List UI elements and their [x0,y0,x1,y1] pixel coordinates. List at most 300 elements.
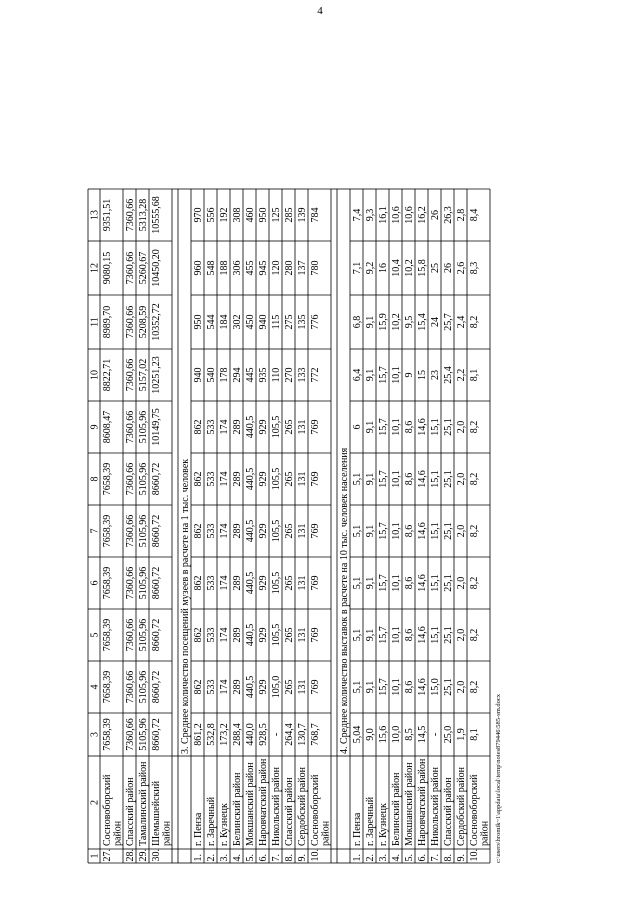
table-cell: 139 [297,207,308,223]
table-cell: 265 [284,679,295,695]
table-cell: 16,1 [378,206,389,224]
footer-file-path: c:\users\hromik~1\appdata\local\temp\notes879446\585-sm.docx [495,693,502,863]
table-cell: 131 [297,679,308,695]
table-cell: 8989,70 [102,305,113,339]
table-cell: 5,1 [352,576,363,590]
table-cell: 289 [232,679,243,695]
table-cell: 105,5 [271,415,282,439]
table-cell: 131 [297,523,308,539]
table-cell: 929 [258,419,269,435]
table-cell: 8,4 [469,208,480,222]
row-name: Сердобский район [456,767,467,846]
column-header: 9 [89,424,101,430]
table-cell: 7658,39 [102,514,113,548]
table-cell: 556 [206,207,217,223]
table-cell: 8,1 [469,368,480,382]
table-cell: 862 [193,471,204,487]
column-header: 12 [89,263,101,273]
table-cell: 950 [258,207,269,223]
table-cell: 769 [310,679,321,695]
table-cell: 275 [284,314,295,330]
table-cell: 533 [206,679,217,695]
table-cell: 15,6 [378,725,389,744]
column-header: 6 [89,580,101,586]
table-cell: 9,0 [365,728,376,741]
row-name: Мокшанский район [245,762,256,846]
table-cell: 455 [245,260,256,276]
column-header: 4 [89,684,101,690]
row-name: Сосновоборский [102,774,113,846]
column-header: 13 [89,210,101,220]
table-cell: 768,7 [310,723,321,746]
table-cell: 16,2 [417,206,428,224]
table-cell: 8,2 [469,628,480,642]
table-cell: 5260,67 [138,251,149,285]
row-name: Никольский район [271,767,282,846]
table-cell: 131 [297,471,308,487]
row-name: Белинский район [391,772,402,846]
table-cell: 9,2 [365,261,376,275]
table-cell: 15,7 [378,366,389,384]
table-cell: 9,5 [404,315,415,329]
table-cell: 289 [232,419,243,435]
table-cell: 5105,96 [138,718,149,751]
table-cell: 9,1 [365,368,376,382]
table-cell: 15,7 [378,678,389,696]
row-number: 8. [284,854,295,862]
table-cell: 7360,66 [125,462,136,496]
table-cell: 265 [284,523,295,539]
row-name: г. Пенза [193,812,204,846]
row-name: г. Кузнецк [378,803,389,846]
table-cell: 2,0 [456,472,467,486]
section-title: 4. Среднее количество выставок в расчете на 10 тыс. человек населения [339,447,350,754]
table-cell: 25 [430,263,441,273]
table-cell: 25,0 [443,725,454,744]
row-number: 6. [258,854,269,862]
table-cell: 7360,66 [125,251,136,285]
table-cell: 289 [232,575,243,591]
table-cell: 15,7 [378,470,389,488]
row-number: 6. [417,854,428,862]
table-cell: 173,2 [219,723,230,746]
table-cell: 862 [193,575,204,591]
table-cell: 110 [271,367,282,383]
table-cell: 769 [310,523,321,539]
row-name: г. Заречный [206,796,217,846]
table-cell: 1,9 [456,728,467,741]
row-number: 1. [352,854,363,862]
table-cell: 445 [245,367,256,383]
table-cell: 8660,72 [151,718,162,751]
table-cell: 15,1 [430,470,441,488]
row-name: г. Кузнецк [219,803,230,846]
row-number: 2. [206,854,217,862]
table-cell: 131 [297,627,308,643]
row-number: 4. [391,854,402,862]
row-name: Сосновоборский [310,774,321,846]
table-cell: 15,8 [417,259,428,277]
table-cell: 137 [297,260,308,276]
table-cell: 115 [271,314,282,330]
table-cell: 24 [430,317,441,327]
table-cell: 10,6 [391,206,402,224]
table-cell: 131 [297,419,308,435]
table-cell: 7658,39 [102,618,113,652]
row-number: 1. [193,854,204,862]
table-cell: 15,9 [378,313,389,331]
table-cell: 440,5 [245,467,256,491]
table-cell: 7360,66 [125,566,136,600]
table-cell: 862 [193,627,204,643]
table-cell: 8660,72 [151,618,162,652]
table-cell: 862 [193,523,204,539]
table-cell: 178 [219,367,230,383]
row-number: 3. [219,854,230,862]
table-cell: 10251,23 [151,356,162,394]
row-number: 28. [125,849,136,862]
table-cell: 14,6 [417,574,428,592]
column-header: 2 [89,800,101,805]
table-cell: 10,0 [391,725,402,744]
table-cell: 440,5 [245,675,256,699]
table-cell: 14,6 [417,470,428,488]
row-name: г. Пенза [352,812,363,846]
column-header: 8 [89,476,101,482]
table-cell: 14,6 [417,626,428,644]
row-name: Мокшанский район [404,762,415,846]
row-number: 3. [378,854,389,862]
table-cell: 548 [206,260,217,276]
row-number: 9. [456,854,467,862]
table-cell: 940 [258,314,269,330]
table-cell: 9,1 [365,472,376,486]
table-cell: 7360,66 [125,514,136,548]
table-cell: 440,5 [245,519,256,543]
table-cell: 8660,72 [151,514,162,548]
column-header: 1 [89,853,101,859]
table-cell: 5,1 [352,472,363,486]
table-cell: 8,6 [404,420,415,434]
table-cell: 10,1 [391,574,402,592]
table-cell: 7658,39 [102,566,113,600]
table-cell: 7360,66 [125,198,136,232]
table-cell: 285 [284,207,295,223]
row-number: 7. [271,854,282,862]
row-name: г. Заречный [365,796,376,846]
table-cell: 772 [310,367,321,383]
table-cell: 105,5 [271,623,282,647]
table-cell: 2,0 [456,524,467,538]
table-cell: 780 [310,260,321,276]
table-cell: 23 [430,370,441,380]
row-name: Наровчатский район [417,758,428,846]
table-cell: 8,2 [469,680,480,694]
table-cell: 133 [297,367,308,383]
row-number: 5. [404,854,415,862]
table-cell: 25,1 [443,678,454,696]
row-name: Спасский район [284,777,295,846]
table-cell: 776 [310,314,321,330]
table-cell: 265 [284,419,295,435]
table-cell: 9351,51 [102,198,113,232]
table-cell: 7360,66 [125,305,136,339]
table-cell: 10,1 [391,366,402,384]
table-cell: 10,1 [391,678,402,696]
table-cell: 7360,66 [125,718,136,751]
table-cell: 2,8 [456,208,467,222]
table-cell: 8,6 [404,680,415,694]
table-cell: 5208,59 [138,305,149,339]
table-cell: 188 [219,260,230,276]
table-cell: 544 [206,314,217,330]
table-cell: 533 [206,575,217,591]
row-number: 7. [430,854,441,862]
table-cell: 7,4 [352,208,363,222]
table-cell: 174 [219,419,230,435]
table-cell: 270 [284,367,295,383]
table-cell: 25,1 [443,522,454,540]
row-name: Шемышейский [151,780,162,846]
table-cell: 533 [206,419,217,435]
table-cell: 10,2 [404,259,415,277]
table-cell: 2,4 [456,315,467,329]
table-cell: 5105,96 [138,618,149,652]
table-cell: 9,1 [365,628,376,642]
table-cell: 8,2 [469,420,480,434]
table-cell: 10555,68 [151,196,162,234]
table-cell: - [271,732,282,737]
table-cell: 125 [271,207,282,223]
table-cell: 130,7 [297,723,308,746]
table-cell: 9,1 [365,524,376,538]
table-cell: 306 [232,260,243,276]
table-cell: 265 [284,575,295,591]
table-cell: 8,1 [469,728,480,741]
table-cell: 928,5 [258,723,269,746]
row-name: район [479,820,491,846]
table-cell: 945 [258,260,269,276]
row-name: Тамалинский район [138,761,149,846]
table-cell: 6,8 [352,315,363,329]
table-cell: 533 [206,627,217,643]
table-cell: 10,1 [391,626,402,644]
table-cell: 440,0 [245,723,256,746]
row-name: Сердобский район [297,767,308,846]
table-cell: 8,3 [469,261,480,275]
row-name: Наровчатский район [258,758,269,846]
table-cell: 769 [310,575,321,591]
table-cell: 862 [193,419,204,435]
row-number: 8. [443,854,454,862]
table-cell: 174 [219,471,230,487]
table-cell: 10,1 [391,418,402,436]
table-cell: 8822,71 [102,358,113,392]
table-cell: 7,1 [352,261,363,275]
table-cell: 10352,72 [151,303,162,341]
table-cell: 25,7 [443,313,454,331]
table-cell: 929 [258,575,269,591]
column-header: 10 [89,370,101,380]
table-cell: 131 [297,575,308,591]
table-cell: 105,0 [271,675,282,699]
table-cell: 8,6 [404,628,415,642]
table-cell: 861,2 [193,723,204,746]
table-cell: 264,4 [284,723,295,746]
table-cell: 26 [430,210,441,220]
table-cell: 294 [232,367,243,383]
table-cell: 460 [245,207,256,223]
column-header: 7 [89,528,101,534]
table-cell: 120 [271,260,282,276]
table-cell: 929 [258,471,269,487]
table-cell: 14,6 [417,522,428,540]
table-cell: 862 [193,679,204,695]
table-cell: 2,0 [456,628,467,642]
row-number: 27. [102,849,113,862]
table-cell: 9,1 [365,420,376,434]
table-cell: 8660,72 [151,670,162,704]
row-name: Спасский район [125,777,136,846]
table-cell: 26,3 [443,206,454,224]
table-cell: 8,2 [469,524,480,538]
table-cell: 8,6 [404,472,415,486]
table-cell: 7658,39 [102,462,113,496]
table-cell: 5,1 [352,524,363,538]
row-name: Сосновоборский [469,774,480,846]
table-cell: 15,7 [378,626,389,644]
table-cell: 7360,66 [125,670,136,704]
table-cell: 10,1 [391,522,402,540]
table-cell: 784 [310,207,321,223]
table-cell: 8,2 [469,315,480,329]
table-cell: 25,1 [443,574,454,592]
table-cell: 2,0 [456,576,467,590]
table-cell: 8,6 [404,524,415,538]
table-cell: 14,5 [417,725,428,744]
table-cell: 308 [232,207,243,223]
table-cell: 440,5 [245,415,256,439]
table-cell: 5105,96 [138,566,149,600]
table-cell: 10,2 [391,313,402,331]
row-name: район [320,820,332,846]
table-cell: 769 [310,419,321,435]
row-number: 2. [365,854,376,862]
table-cell: 25,1 [443,626,454,644]
table-cell: 25,1 [443,470,454,488]
table-cell: 280 [284,260,295,276]
table-cell: 5313,28 [138,198,149,232]
table-cell: 14,6 [417,418,428,436]
table-cell: 940 [193,367,204,383]
table-cell: 7658,39 [102,718,113,751]
table-cell: 6 [352,424,363,430]
table-cell: 9,1 [365,680,376,694]
row-number: 10. [310,849,321,862]
section-title: 3. Среднее количество посещений музеев в расчете на 1 тыс. человек [180,458,191,754]
table-cell: 7360,66 [125,410,136,444]
table-cell: 289 [232,471,243,487]
table-cell: 8,5 [404,728,415,741]
row-number: 5. [245,854,256,862]
table-cell: 174 [219,575,230,591]
table-cell: 5,1 [352,628,363,642]
table-cell: 960 [193,260,204,276]
table-cell: 9,1 [365,315,376,329]
table-cell: 16 [378,263,389,273]
table-cell: 8,2 [469,472,480,486]
table-cell: 26 [443,263,454,273]
column-header: 3 [89,732,101,737]
row-number: 29. [138,849,149,862]
table-cell: 192 [219,207,230,223]
table-cell: 440,5 [245,623,256,647]
table-cell: 14,6 [417,678,428,696]
table-cell: 6,4 [352,368,363,382]
table-cell: 15,1 [430,626,441,644]
table-cell: 289 [232,523,243,539]
table-cell: 10450,20 [151,249,162,287]
table-cell: 8,6 [404,576,415,590]
table-cell: 15,1 [430,574,441,592]
table-cell: 302 [232,314,243,330]
table-cell: 10,1 [391,470,402,488]
table-cell: 769 [310,627,321,643]
row-name: Белинский район [232,772,243,846]
table-cell: 10,6 [404,206,415,224]
table-cell: 2,0 [456,680,467,694]
table-cell: 15,4 [417,313,428,331]
row-number: 30. [151,849,162,862]
table-cell: 5157,02 [138,358,149,392]
table-cell: 929 [258,627,269,643]
table-cell: 105,5 [271,467,282,491]
table-cell: 15,1 [430,418,441,436]
table-cell: 935 [258,367,269,383]
table-cell: 9080,15 [102,251,113,285]
table-cell: 970 [193,207,204,223]
table-cell: 25,1 [443,418,454,436]
table-cell: 265 [284,471,295,487]
table-cell: 8660,72 [151,566,162,600]
table-cell: 9,3 [365,208,376,222]
table-cell: 289 [232,627,243,643]
table-cell: 5,04 [352,725,363,744]
table-cell: 15,7 [378,418,389,436]
table-cell: 769 [310,471,321,487]
table-cell: 25,4 [443,366,454,384]
table-cell: 5105,96 [138,514,149,548]
table-cell: 5105,96 [138,410,149,444]
table-cell: 2,2 [456,368,467,382]
table-cell: 533 [206,523,217,539]
column-header: 11 [89,317,101,327]
table-cell: 5105,96 [138,462,149,496]
table-cell: 929 [258,679,269,695]
table-cell: 174 [219,679,230,695]
table-cell: 950 [193,314,204,330]
row-name: Никольский район [430,767,441,846]
table-cell: 540 [206,367,217,383]
table-cell: 174 [219,523,230,539]
page-number: 4 [317,5,323,17]
table-cell: 10,4 [391,259,402,277]
table-cell: 9,1 [365,576,376,590]
table-cell: 15 [417,370,428,380]
table-cell: 5,1 [352,680,363,694]
table-cell: 5105,96 [138,670,149,704]
row-name: Спасский район [443,777,454,846]
